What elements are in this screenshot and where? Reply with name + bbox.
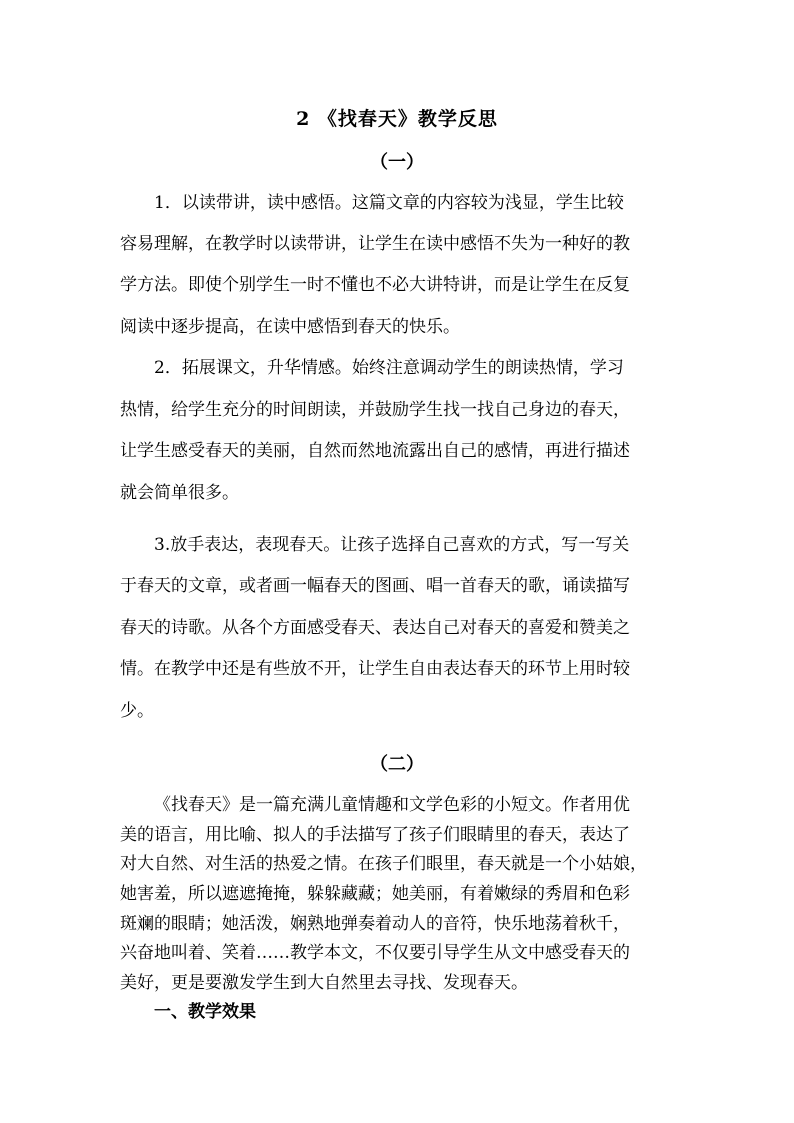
- paragraph-line: 容易理解，在教学时以读带讲，让学生在读中感悟不失为一种好的教: [120, 234, 630, 254]
- paragraph-line: 少。: [120, 701, 154, 721]
- paragraph-line: 美的语言，用比喻、拟人的手法描写了孩子们眼睛里的春天，表达了: [120, 825, 630, 845]
- section-one-heading: （一）: [370, 152, 424, 173]
- paragraph-line: 春天的诗歌。从各个方面感受春天、表达自己对春天的喜爱和赞美之: [120, 618, 630, 638]
- section-two-heading: （二）: [370, 754, 424, 775]
- paragraph-line: 斑斓的眼睛；她活泼，娴熟地弹奏着动人的音符，快乐地荡着秋千，: [120, 914, 630, 934]
- paragraph-line: 1．以读带讲，读中感悟。这篇文章的内容较为浅显，学生比较: [154, 193, 624, 213]
- paragraph-line: 学方法。即使个别学生一时不懂也不必大讲特讲，而是让学生在反复: [120, 275, 630, 295]
- subheading-teaching-effect: 一、教学效果: [154, 1002, 256, 1022]
- page-title: 2 《找春天》教学反思: [296, 108, 498, 130]
- paragraph-line: 对大自然、对生活的热爱之情。在孩子们眼里，春天就是一个小姑娘，: [120, 854, 647, 874]
- paragraph-line: 兴奋地叫着、笑着……教学本文，不仅要引导学生从文中感受春天的: [120, 943, 630, 963]
- paragraph-line: 让学生感受春天的美丽，自然而然地流露出自己的感情，再进行描述: [120, 441, 630, 461]
- paragraph-line: 就会简单很多。: [120, 483, 239, 503]
- paragraph-line: 情。在教学中还是有些放不开，让学生自由表达春天的环节上用时较: [120, 659, 630, 679]
- paragraph-line: 3.放手表达，表现春天。让孩子选择自己喜欢的方式，写一写关: [154, 535, 630, 555]
- paragraph-line: 热情，给学生充分的时间朗读，并鼓励学生找一找自己身边的春天，: [120, 400, 630, 420]
- paragraph-line: 《找春天》是一篇充满儿童情趣和文学色彩的小短文。作者用优: [154, 795, 630, 815]
- paragraph-line: 阅读中逐步提高，在读中感悟到春天的快乐。: [120, 317, 460, 337]
- paragraph-line: 美好，更是要激发学生到大自然里去寻找、发现春天。: [120, 973, 528, 993]
- paragraph-line: 她害羞，所以遮遮掩掩，躲躲藏藏；她美丽，有着嫩绿的秀眉和色彩: [120, 884, 630, 904]
- paragraph-line: 2．拓展课文，升华情感。始终注意调动学生的朗读热情，学习: [154, 358, 624, 378]
- paragraph-line: 于春天的文章，或者画一幅春天的图画、唱一首春天的歌，诵读描写: [120, 576, 630, 596]
